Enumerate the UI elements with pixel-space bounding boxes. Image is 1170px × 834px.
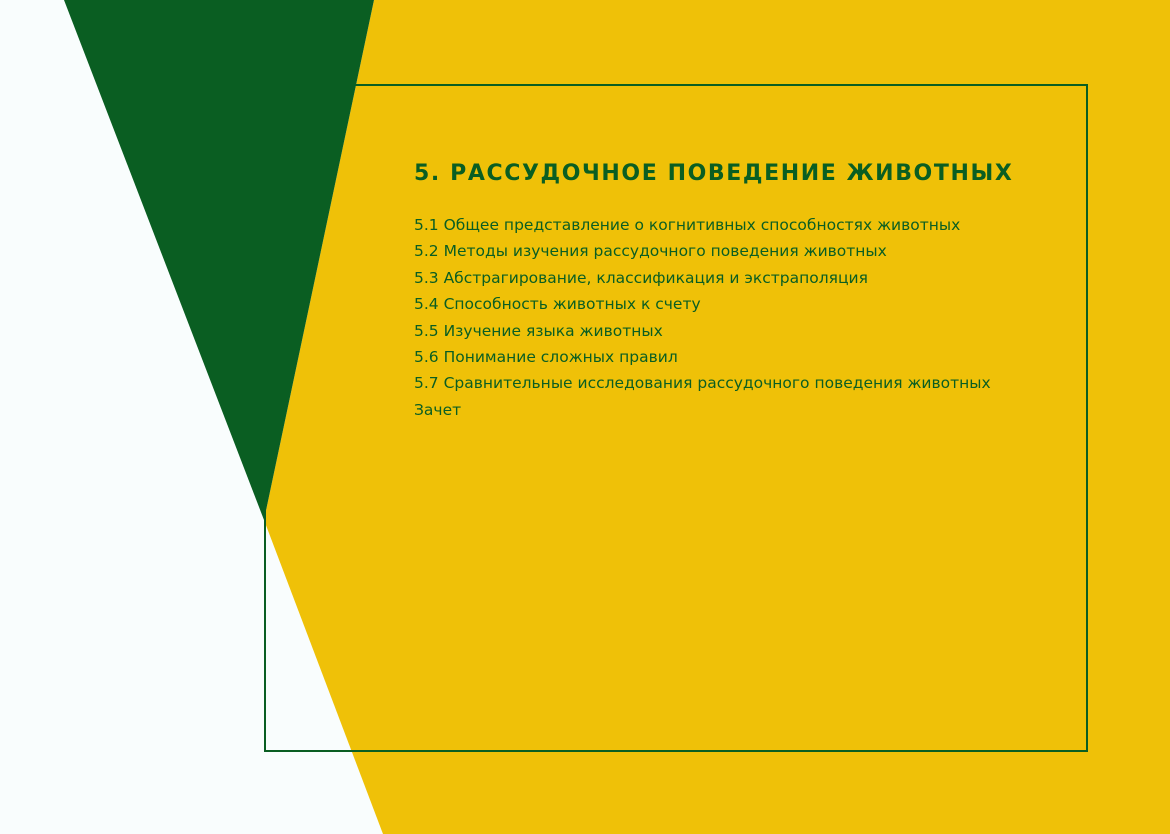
topic-item-5-5: 5.5 Изучение языка животных xyxy=(414,321,663,340)
topic-item-5-7: 5.7 Сравнительные исследования рассудочного поведения животных xyxy=(414,374,991,393)
topic-item-5-6: 5.6 Понимание сложных правил xyxy=(414,348,678,367)
slide-title: 5. РАССУДОЧНОЕ ПОВЕДЕНИЕ ЖИВОТНЫХ xyxy=(414,161,1014,186)
topic-item-credit: Зачет xyxy=(414,400,462,419)
slide-content xyxy=(414,158,1014,423)
topic-item-5-4: 5.4 Способность животных к счету xyxy=(414,295,701,314)
topic-list xyxy=(414,212,1014,423)
topic-item-5-1: 5.1 Общее представление о когнитивных способностях животных xyxy=(414,216,961,234)
topic-item-5-2: 5.2 Методы изучения рассудочного поведения животных xyxy=(414,242,887,261)
topic-item-5-3: 5.3 Абстрагирование, классификация и экстраполяция xyxy=(414,268,868,287)
